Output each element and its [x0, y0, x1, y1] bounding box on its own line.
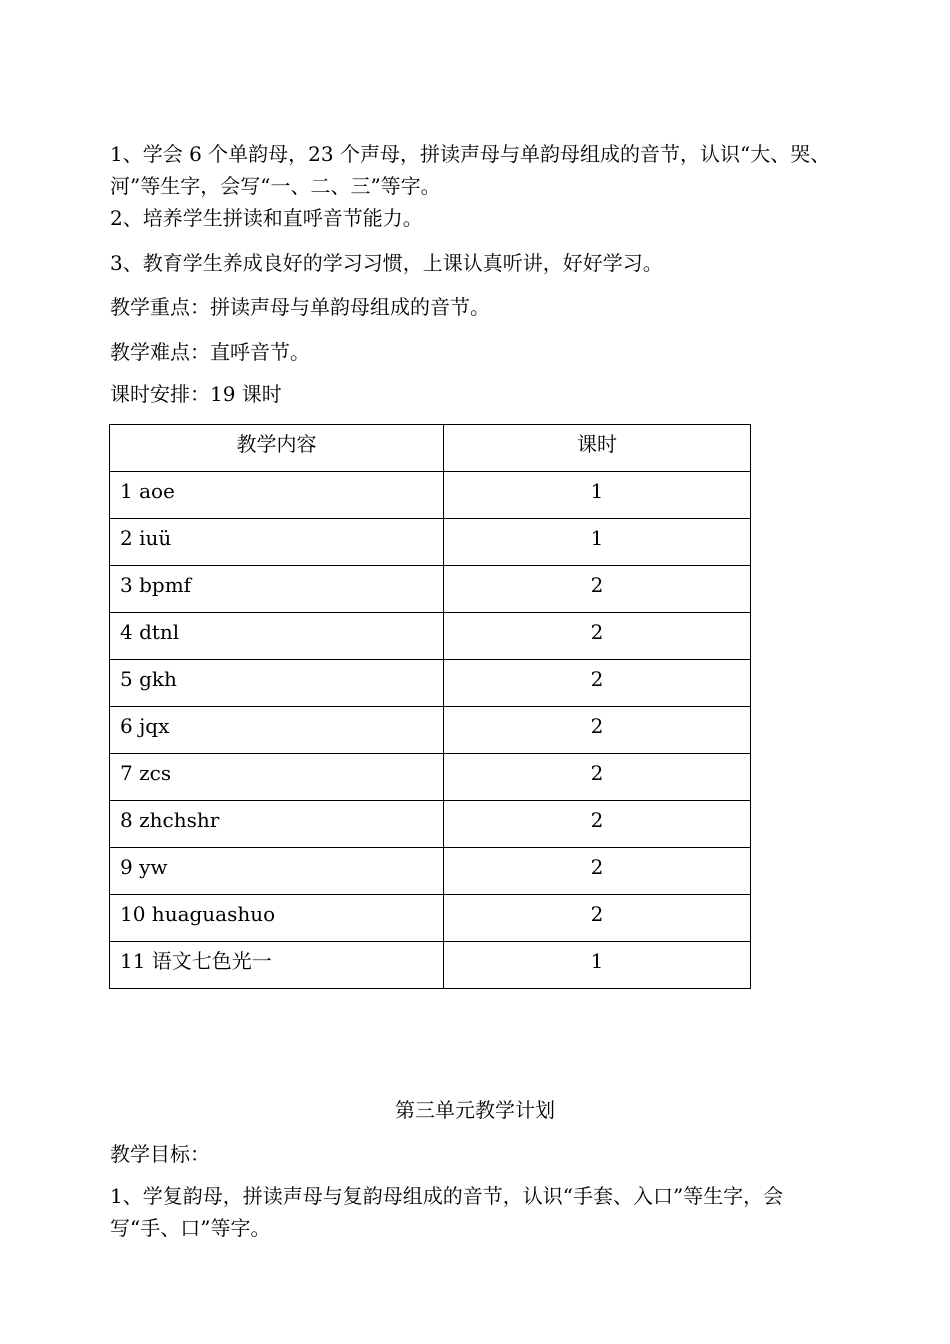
cell-hours: 2 — [444, 754, 751, 801]
cell-hours: 1 — [444, 519, 751, 566]
cell-content: 9 yw — [110, 848, 444, 895]
table-row — [110, 754, 751, 801]
cell-hours: 2 — [444, 566, 751, 613]
key-point: 教学重点：拼读声母与单韵母组成的音节。 — [110, 295, 490, 319]
table-row — [110, 848, 751, 895]
table-row — [110, 707, 751, 754]
cell-content: 2 iuü — [110, 519, 444, 566]
cell-content: 6 jqx — [110, 707, 444, 754]
section3-goal-1: 1、学复韵母，拼读声母与复韵母组成的音节，认识“手套、入口”等生字，会写“手、口”等字。 — [110, 1184, 784, 1240]
schedule: 课时安排：19 课时 — [110, 382, 282, 406]
cell-content: 1 aoe — [110, 472, 444, 519]
cell-content: 3 bpmf — [110, 566, 444, 613]
cell-content: 7 zcs — [110, 754, 444, 801]
goal-1: 1、学会 6 个单韵母，23 个声母，拼读声母与单韵母组成的音节，认识“大、哭、河”等生字，会写“一、二、三”等字。 — [110, 142, 831, 198]
goal-3: 3、教育学生养成良好的学习习惯，上课认真听讲，好好学习。 — [110, 251, 663, 275]
table-row — [110, 519, 751, 566]
header-hours: 课时 — [444, 425, 751, 472]
cell-content: 10 huaguashuo — [110, 895, 444, 942]
table-row — [110, 895, 751, 942]
table-row — [110, 801, 751, 848]
cell-hours: 2 — [444, 801, 751, 848]
cell-hours: 2 — [444, 895, 751, 942]
difficulty: 教学难点：直呼音节。 — [110, 340, 310, 364]
table-row — [110, 613, 751, 660]
table-row — [110, 472, 751, 519]
cell-hours: 2 — [444, 660, 751, 707]
cell-hours: 2 — [444, 707, 751, 754]
cell-hours: 2 — [444, 848, 751, 895]
cell-content: 5 gkh — [110, 660, 444, 707]
cell-content: 4 dtnl — [110, 613, 444, 660]
cell-content: 11 语文七色光一 — [110, 942, 444, 989]
section3-title: 第三单元教学计划 — [395, 1098, 555, 1122]
section3-goals-label: 教学目标： — [110, 1142, 210, 1166]
lesson-table — [109, 424, 751, 989]
cell-content: 8 zhchshr — [110, 801, 444, 848]
table-row — [110, 566, 751, 613]
cell-hours: 1 — [444, 942, 751, 989]
header-content: 教学内容 — [110, 425, 444, 472]
table-header-row — [110, 425, 751, 472]
cell-hours: 1 — [444, 472, 751, 519]
table-row — [110, 660, 751, 707]
cell-hours: 2 — [444, 613, 751, 660]
goal-2: 2、培养学生拼读和直呼音节能力。 — [110, 206, 423, 230]
table-row — [110, 942, 751, 989]
